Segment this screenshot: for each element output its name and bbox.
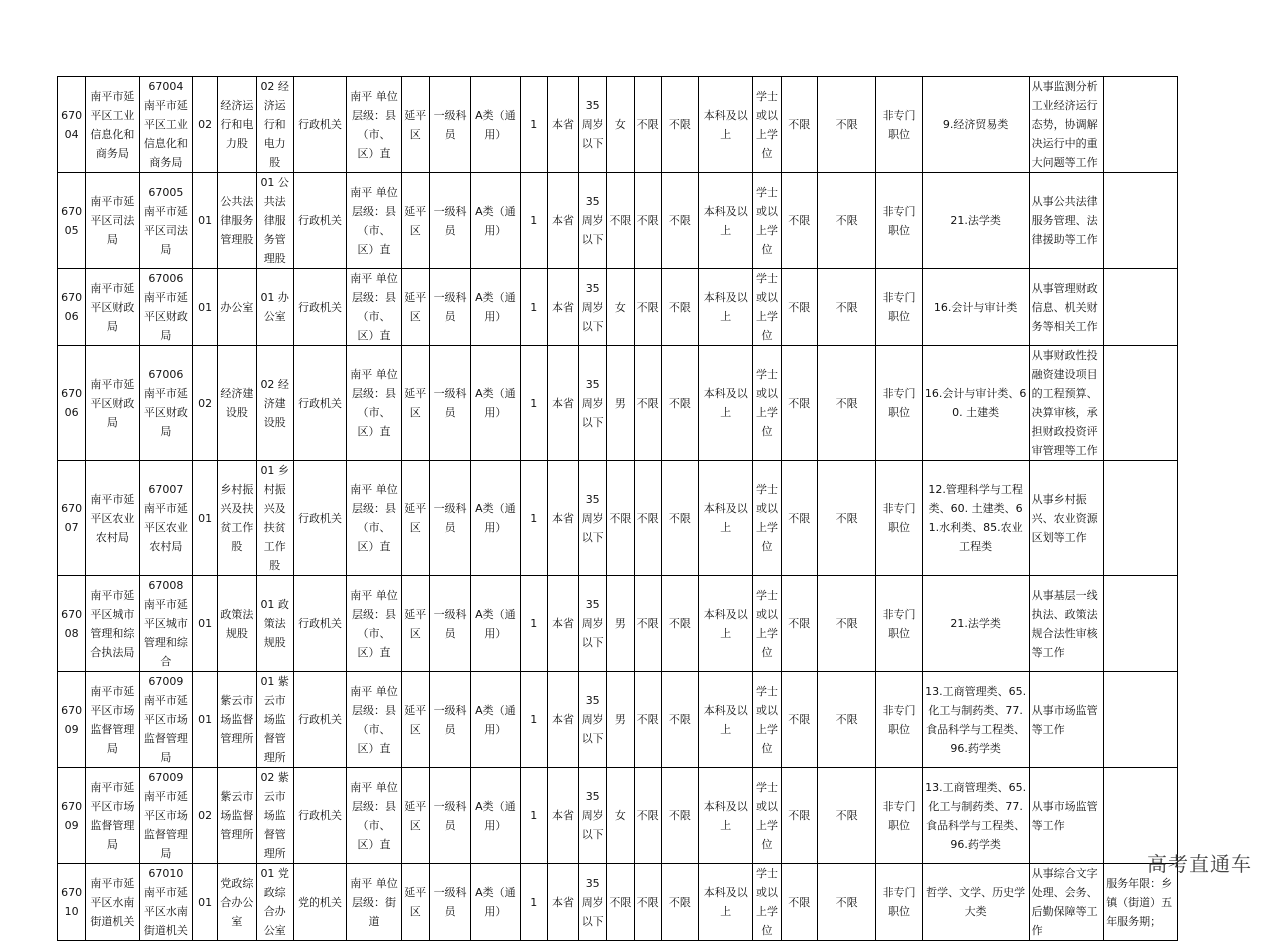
table-row: [58, 576, 1178, 672]
cell-major-requirement: 不限: [781, 346, 817, 461]
table-row: [58, 768, 1178, 864]
cell-job-description: 从事综合文字处理、会务、后勤保障等工作: [1029, 864, 1104, 941]
cell-district: 延平区: [401, 461, 429, 576]
cell-political-status: 不限: [661, 269, 698, 346]
cell-household-origin: 本省: [547, 672, 578, 768]
cell-position-nature: 非专门职位: [876, 672, 922, 768]
cell-exam-category: A类（通用）: [471, 672, 520, 768]
cell-political-status: 不限: [661, 173, 698, 269]
cell-major: 9.经济贸易类: [922, 77, 1029, 173]
cell-age-limit: 35周岁以下: [579, 672, 607, 768]
cell-position-code: 67005: [58, 173, 86, 269]
cell-exam-category: A类（通用）: [471, 864, 520, 941]
cell-position-code: 67010: [58, 864, 86, 941]
cell-headcount: 1: [520, 77, 547, 173]
table-body: [58, 77, 1178, 941]
cell-headcount: 1: [520, 346, 547, 461]
cell-post-code-name: 02 紫云市场监督管理所: [256, 768, 293, 864]
cell-unit-type: 行政机关: [293, 269, 346, 346]
cell-unit-code-name: 67004 南平市延平区工业信息化和商务局: [139, 77, 192, 173]
cell-ethnicity: 不限: [634, 576, 661, 672]
cell-rank: 一级科员: [429, 768, 470, 864]
cell-degree: 学士或以上学位: [753, 461, 781, 576]
cell-major: 13.工商管理类、65. 化工与制药类、77. 食品科学与工程类、96.药学类: [922, 672, 1029, 768]
cell-unit-level: 南平 单位层级：县（市、区）直: [347, 346, 401, 461]
cell-other-requirement: 不限: [817, 461, 875, 576]
cell-post-code-name: 01 党政综合办公室: [256, 864, 293, 941]
cell-position-code: 67009: [58, 672, 86, 768]
table-row: [58, 269, 1178, 346]
cell-political-status: 不限: [661, 576, 698, 672]
cell-age-limit: 35周岁以下: [579, 576, 607, 672]
cell-unit-level: 南平 单位层级：县（市、区）直: [347, 77, 401, 173]
cell-job-description: 从事公共法律服务管理、法律援助等工作: [1029, 173, 1104, 269]
cell-education: 本科及以上: [699, 173, 753, 269]
cell-exam-category: A类（通用）: [471, 768, 520, 864]
cell-household-origin: 本省: [547, 576, 578, 672]
cell-rank: 一级科员: [429, 672, 470, 768]
cell-post-code-name: 02 经济建设股: [256, 346, 293, 461]
cell-household-origin: 本省: [547, 346, 578, 461]
cell-political-status: 不限: [661, 672, 698, 768]
cell-major: 16.会计与审计类: [922, 269, 1029, 346]
cell-gender: 女: [607, 77, 634, 173]
cell-education: 本科及以上: [699, 77, 753, 173]
cell-post-code-name: 01 办公室: [256, 269, 293, 346]
cell-major-requirement: 不限: [781, 864, 817, 941]
cell-post-code-name: 02 经济运行和电力股: [256, 77, 293, 173]
cell-seq-no: 01: [193, 173, 218, 269]
cell-headcount: 1: [520, 768, 547, 864]
cell-other-requirement: 不限: [817, 269, 875, 346]
cell-gender: 不限: [607, 461, 634, 576]
cell-job-description: 从事管理财政信息、机关财务等相关工作: [1029, 269, 1104, 346]
cell-exam-category: A类（通用）: [471, 576, 520, 672]
cell-major: 12.管理科学与工程类、60. 土建类、61.水利类、85.农业工程类: [922, 461, 1029, 576]
cell-age-limit: 35周岁以下: [579, 346, 607, 461]
cell-degree: 学士或以上学位: [753, 77, 781, 173]
cell-job-description: 从事市场监管等工作: [1029, 672, 1104, 768]
cell-major-requirement: 不限: [781, 672, 817, 768]
cell-job-description: 从事乡村振兴、农业资源区划等工作: [1029, 461, 1104, 576]
cell-age-limit: 35周岁以下: [579, 461, 607, 576]
cell-exam-category: A类（通用）: [471, 173, 520, 269]
cell-district: 延平区: [401, 77, 429, 173]
cell-unit-type: 行政机关: [293, 768, 346, 864]
cell-other-requirement: 不限: [817, 864, 875, 941]
cell-rank: 一级科员: [429, 77, 470, 173]
cell-political-status: 不限: [661, 461, 698, 576]
cell-remark: [1104, 576, 1178, 672]
cell-unit-type: 行政机关: [293, 461, 346, 576]
cell-post-name: 公共法律服务管理股: [218, 173, 256, 269]
cell-ethnicity: 不限: [634, 346, 661, 461]
cell-unit-level: 南平 单位层级：县（市、区）直: [347, 768, 401, 864]
cell-exam-category: A类（通用）: [471, 461, 520, 576]
cell-major-requirement: 不限: [781, 173, 817, 269]
cell-ethnicity: 不限: [634, 77, 661, 173]
cell-education: 本科及以上: [699, 576, 753, 672]
cell-district: 延平区: [401, 269, 429, 346]
cell-position-code: 67006: [58, 346, 86, 461]
watermark: 高考直通车: [1147, 852, 1252, 876]
cell-job-description: 从事市场监管等工作: [1029, 768, 1104, 864]
cell-seq-no: 01: [193, 576, 218, 672]
cell-position-code: 67008: [58, 576, 86, 672]
cell-major: 21.法学类: [922, 576, 1029, 672]
cell-post-name: 办公室: [218, 269, 256, 346]
cell-remark: [1104, 672, 1178, 768]
cell-education: 本科及以上: [699, 864, 753, 941]
cell-exam-category: A类（通用）: [471, 77, 520, 173]
cell-ethnicity: 不限: [634, 768, 661, 864]
cell-unit-type: 行政机关: [293, 173, 346, 269]
cell-headcount: 1: [520, 864, 547, 941]
cell-major: 哲学、文学、历史学大类: [922, 864, 1029, 941]
cell-district: 延平区: [401, 346, 429, 461]
cell-other-requirement: 不限: [817, 346, 875, 461]
cell-post-name: 经济运行和电力股: [218, 77, 256, 173]
cell-ethnicity: 不限: [634, 864, 661, 941]
cell-degree: 学士或以上学位: [753, 576, 781, 672]
cell-major-requirement: 不限: [781, 269, 817, 346]
cell-unit-code-name: 67008 南平市延平区城市管理和综合: [139, 576, 192, 672]
cell-education: 本科及以上: [699, 768, 753, 864]
cell-other-requirement: 不限: [817, 672, 875, 768]
cell-age-limit: 35周岁以下: [579, 864, 607, 941]
cell-education: 本科及以上: [699, 461, 753, 576]
cell-rank: 一级科员: [429, 576, 470, 672]
cell-position-nature: 非专门职位: [876, 346, 922, 461]
cell-political-status: 不限: [661, 346, 698, 461]
cell-position-nature: 非专门职位: [876, 576, 922, 672]
cell-unit-level: 南平 单位层级：县（市、区）直: [347, 576, 401, 672]
cell-ethnicity: 不限: [634, 173, 661, 269]
cell-gender: 不限: [607, 864, 634, 941]
cell-unit-type: 行政机关: [293, 672, 346, 768]
cell-district: 延平区: [401, 768, 429, 864]
cell-remark: [1104, 77, 1178, 173]
cell-household-origin: 本省: [547, 269, 578, 346]
cell-major: 16.会计与审计类、60. 土建类: [922, 346, 1029, 461]
cell-political-status: 不限: [661, 768, 698, 864]
cell-seq-no: 01: [193, 672, 218, 768]
cell-household-origin: 本省: [547, 173, 578, 269]
cell-major-requirement: 不限: [781, 576, 817, 672]
cell-post-code-name: 01 乡村振兴及扶贫工作股: [256, 461, 293, 576]
cell-position-nature: 非专门职位: [876, 768, 922, 864]
cell-household-origin: 本省: [547, 77, 578, 173]
cell-unit-code-name: 67006 南平市延平区财政局: [139, 269, 192, 346]
cell-unit-level: 南平 单位层级：县（市、区）直: [347, 461, 401, 576]
cell-position-nature: 非专门职位: [876, 461, 922, 576]
cell-rank: 一级科员: [429, 461, 470, 576]
cell-rank: 一级科员: [429, 173, 470, 269]
cell-headcount: 1: [520, 672, 547, 768]
cell-unit-type: 行政机关: [293, 346, 346, 461]
cell-gender: 男: [607, 672, 634, 768]
cell-degree: 学士或以上学位: [753, 346, 781, 461]
cell-seq-no: 02: [193, 77, 218, 173]
cell-unit-code-name: 67009 南平市延平区市场监督管理局: [139, 672, 192, 768]
cell-job-description: 从事基层一线执法、政策法规合法性审核等工作: [1029, 576, 1104, 672]
cell-seq-no: 01: [193, 864, 218, 941]
cell-position-nature: 非专门职位: [876, 269, 922, 346]
cell-post-name: 紫云市场监督管理所: [218, 672, 256, 768]
cell-unit-level: 南平 单位层级：街道: [347, 864, 401, 941]
cell-unit-level: 南平 单位层级：县（市、区）直: [347, 672, 401, 768]
cell-degree: 学士或以上学位: [753, 269, 781, 346]
cell-household-origin: 本省: [547, 864, 578, 941]
cell-exam-category: A类（通用）: [471, 269, 520, 346]
cell-other-requirement: 不限: [817, 77, 875, 173]
cell-district: 延平区: [401, 173, 429, 269]
cell-seq-no: 01: [193, 269, 218, 346]
cell-unit-name: 南平市延平区工业信息化和商务局: [86, 77, 139, 173]
cell-remark: 服务年限：乡镇（街道）五年服务期；: [1104, 864, 1178, 941]
cell-post-name: 乡村振兴及扶贫工作股: [218, 461, 256, 576]
cell-seq-no: 02: [193, 346, 218, 461]
cell-education: 本科及以上: [699, 672, 753, 768]
cell-job-description: 从事财政性投融资建设项目的工程预算、决算审核，承担财政投资评审管理等工作: [1029, 346, 1104, 461]
table-row: [58, 77, 1178, 173]
cell-position-code: 67004: [58, 77, 86, 173]
cell-political-status: 不限: [661, 864, 698, 941]
cell-unit-type: 行政机关: [293, 77, 346, 173]
cell-age-limit: 35周岁以下: [579, 173, 607, 269]
cell-unit-name: 南平市延平区财政局: [86, 269, 139, 346]
cell-post-code-name: 01 政策法规股: [256, 576, 293, 672]
cell-age-limit: 35周岁以下: [579, 768, 607, 864]
cell-gender: 女: [607, 768, 634, 864]
cell-post-code-name: 01 公共法律服务管理股: [256, 173, 293, 269]
cell-unit-level: 南平 单位层级：县（市、区）直: [347, 173, 401, 269]
cell-post-name: 经济建设股: [218, 346, 256, 461]
cell-seq-no: 02: [193, 768, 218, 864]
cell-unit-level: 南平 单位层级：县（市、区）直: [347, 269, 401, 346]
cell-district: 延平区: [401, 576, 429, 672]
cell-position-nature: 非专门职位: [876, 77, 922, 173]
cell-remark: [1104, 269, 1178, 346]
table-row: [58, 864, 1178, 941]
cell-major: 21.法学类: [922, 173, 1029, 269]
cell-gender: 男: [607, 576, 634, 672]
cell-ethnicity: 不限: [634, 269, 661, 346]
cell-unit-code-name: 67009 南平市延平区市场监督管理局: [139, 768, 192, 864]
cell-degree: 学士或以上学位: [753, 768, 781, 864]
cell-headcount: 1: [520, 269, 547, 346]
cell-unit-code-name: 67007 南平市延平区农业农村局: [139, 461, 192, 576]
cell-major-requirement: 不限: [781, 77, 817, 173]
cell-other-requirement: 不限: [817, 173, 875, 269]
cell-rank: 一级科员: [429, 269, 470, 346]
recruitment-table: [57, 76, 1178, 941]
cell-unit-type: 行政机关: [293, 576, 346, 672]
cell-degree: 学士或以上学位: [753, 173, 781, 269]
cell-headcount: 1: [520, 173, 547, 269]
cell-ethnicity: 不限: [634, 461, 661, 576]
cell-position-code: 67006: [58, 269, 86, 346]
cell-ethnicity: 不限: [634, 672, 661, 768]
cell-education: 本科及以上: [699, 346, 753, 461]
cell-exam-category: A类（通用）: [471, 346, 520, 461]
cell-major-requirement: 不限: [781, 461, 817, 576]
cell-post-name: 政策法规股: [218, 576, 256, 672]
cell-age-limit: 35周岁以下: [579, 269, 607, 346]
cell-remark: [1104, 173, 1178, 269]
cell-unit-type: 党的机关: [293, 864, 346, 941]
cell-district: 延平区: [401, 672, 429, 768]
cell-degree: 学士或以上学位: [753, 672, 781, 768]
cell-post-name: 紫云市场监督管理所: [218, 768, 256, 864]
cell-major-requirement: 不限: [781, 768, 817, 864]
cell-education: 本科及以上: [699, 269, 753, 346]
cell-position-code: 67009: [58, 768, 86, 864]
cell-position-nature: 非专门职位: [876, 173, 922, 269]
cell-unit-name: 南平市延平区司法局: [86, 173, 139, 269]
cell-unit-name: 南平市延平区城市管理和综合执法局: [86, 576, 139, 672]
cell-unit-code-name: 67005 南平市延平区司法局: [139, 173, 192, 269]
cell-degree: 学士或以上学位: [753, 864, 781, 941]
cell-position-nature: 非专门职位: [876, 864, 922, 941]
cell-remark: [1104, 346, 1178, 461]
cell-gender: 男: [607, 346, 634, 461]
cell-unit-name: 南平市延平区农业农村局: [86, 461, 139, 576]
cell-unit-name: 南平市延平区水南街道机关: [86, 864, 139, 941]
cell-seq-no: 01: [193, 461, 218, 576]
cell-unit-code-name: 67010 南平市延平区水南街道机关: [139, 864, 192, 941]
cell-unit-name: 南平市延平区市场监督管理局: [86, 768, 139, 864]
table-row: [58, 173, 1178, 269]
cell-remark: [1104, 461, 1178, 576]
table-row: [58, 461, 1178, 576]
cell-other-requirement: 不限: [817, 768, 875, 864]
cell-post-name: 党政综合办公室: [218, 864, 256, 941]
cell-rank: 一级科员: [429, 346, 470, 461]
cell-unit-name: 南平市延平区市场监督管理局: [86, 672, 139, 768]
cell-position-code: 67007: [58, 461, 86, 576]
cell-headcount: 1: [520, 576, 547, 672]
table-row: [58, 672, 1178, 768]
cell-district: 延平区: [401, 864, 429, 941]
table-row: [58, 346, 1178, 461]
cell-major: 13.工商管理类、65. 化工与制药类、77. 食品科学与工程类、96.药学类: [922, 768, 1029, 864]
cell-job-description: 从事监测分析工业经济运行态势，协调解决运行中的重大问题等工作: [1029, 77, 1104, 173]
cell-gender: 不限: [607, 173, 634, 269]
cell-unit-code-name: 67006 南平市延平区财政局: [139, 346, 192, 461]
cell-household-origin: 本省: [547, 768, 578, 864]
cell-post-code-name: 01 紫云市场监督管理所: [256, 672, 293, 768]
cell-household-origin: 本省: [547, 461, 578, 576]
cell-political-status: 不限: [661, 77, 698, 173]
cell-rank: 一级科员: [429, 864, 470, 941]
cell-headcount: 1: [520, 461, 547, 576]
cell-gender: 女: [607, 269, 634, 346]
cell-age-limit: 35周岁以下: [579, 77, 607, 173]
cell-unit-name: 南平市延平区财政局: [86, 346, 139, 461]
cell-other-requirement: 不限: [817, 576, 875, 672]
